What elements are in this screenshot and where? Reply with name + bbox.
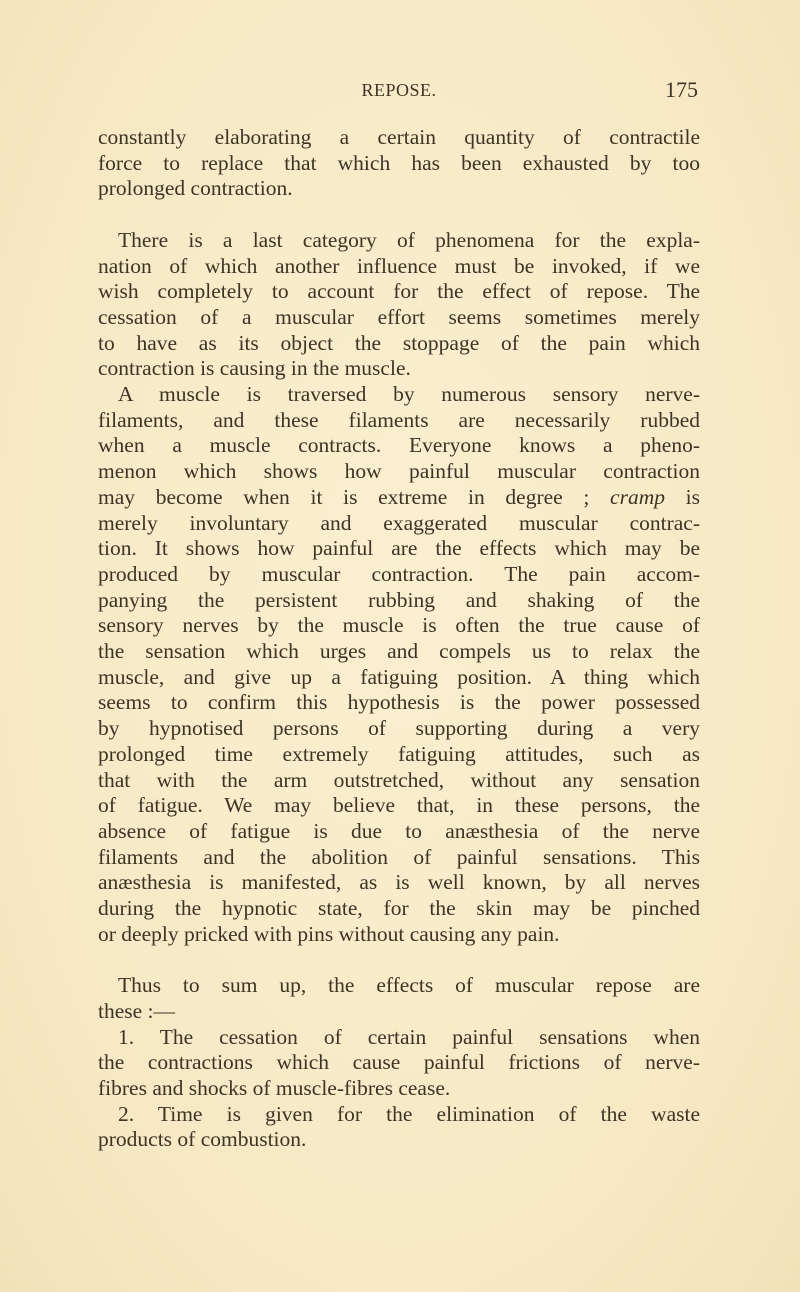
text-line: sensory nerves by the muscle is often the true cause of <box>98 613 700 638</box>
text-segment: is <box>664 484 701 509</box>
text-line: 1. The cessation of certain painful sensations when <box>118 1024 700 1049</box>
text-line: products of combustion. <box>98 1127 307 1152</box>
text-line: constantly elaborating a certain quantity of contractile <box>98 125 700 149</box>
text-line: muscle, and give up a fatiguing position. A thing which <box>98 664 700 689</box>
text-line: to have as its object the stoppage of the pain which <box>98 330 700 355</box>
text-line: during the hypnotic state, for the skin may be pinched <box>98 896 700 920</box>
text-line: filaments and the abolition of painful sensations. This <box>98 844 700 869</box>
text-line: menon which shows how painful muscular contraction <box>98 459 700 484</box>
text-line <box>98 484 700 510</box>
text-line: produced by muscular contraction. The pain accom- <box>98 561 700 586</box>
text-line: panying the persistent rubbing and shaking of the <box>98 587 700 612</box>
text-line: contraction is causing in the muscle. <box>98 356 411 381</box>
text-line: tion. It shows how painful are the effects which may be <box>98 536 700 561</box>
text-line: merely involuntary and exaggerated muscular contrac- <box>98 510 700 535</box>
text-line: the contractions which cause painful frictions of nerve- <box>98 1050 700 1075</box>
text-line: force to replace that which has been exhausted by too <box>98 150 700 175</box>
text-line: wish completely to account for the effect of repose. The <box>98 279 700 304</box>
text-line: absence of fatigue is due to anæsthesia of the nerve <box>98 818 700 843</box>
text-line: filaments, and these filaments are necessarily rubbed <box>98 407 700 432</box>
text-line: fibres and shocks of muscle-fibres cease. <box>98 1075 451 1100</box>
text-line: prolonged time extremely fatiguing attitudes, such as <box>98 741 700 766</box>
running-head <box>98 77 700 106</box>
text-segment: may become when it is extreme in degree ; <box>98 484 611 509</box>
text-line: seems to confirm this hypothesis is the power possessed <box>98 690 700 715</box>
text-line: by hypnotised persons of supporting during a very <box>98 716 700 741</box>
text-line: There is a last category of phenomena for the expla- <box>118 227 700 252</box>
text-line: when a muscle contracts. Everyone knows a pheno- <box>98 433 700 458</box>
italic-term: cramp <box>610 484 665 509</box>
text-line: of fatigue. We may believe that, in these persons, the <box>98 793 700 818</box>
text-line: these :— <box>98 998 176 1023</box>
text-line: A muscle is traversed by numerous sensory nerve- <box>118 382 700 406</box>
text-line: the sensation which urges and compels us to relax the <box>98 639 700 663</box>
text-line: that with the arm outstretched, without any sensation <box>98 767 700 792</box>
chapter-title: REPOSE. <box>361 80 437 100</box>
text-line: prolonged contraction. <box>98 176 293 201</box>
text-line: Thus to sum up, the effects of muscular repose are <box>118 973 700 998</box>
text-line: nation of which another influence must be invoked, if we <box>98 253 700 278</box>
page-number: 175 <box>665 77 698 102</box>
text-line: anæsthesia is manifested, as is well known, by all nerves <box>98 870 700 895</box>
text-line: cessation of a muscular effort seems sometimes merely <box>98 304 700 329</box>
text-line: or deeply pricked with pins without causing any pain. <box>98 921 560 946</box>
text-line: 2. Time is given for the elimination of the waste <box>118 1101 700 1126</box>
